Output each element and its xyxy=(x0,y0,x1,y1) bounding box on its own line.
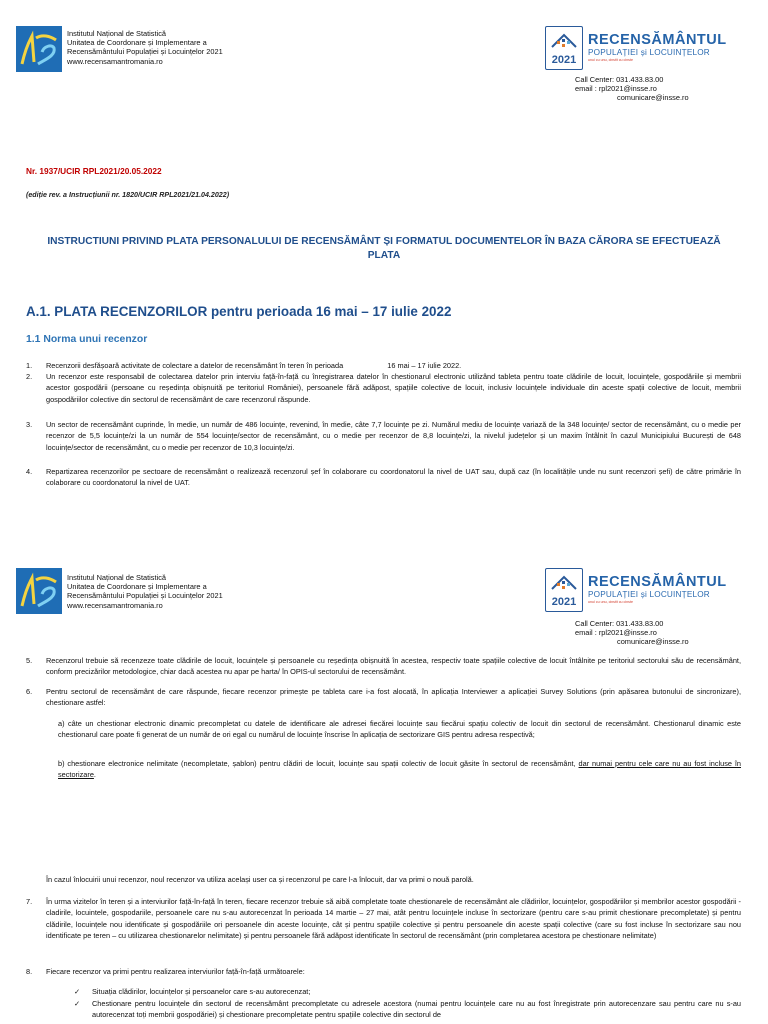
census-tagline: unul cu unu, cinstit cu cinste xyxy=(588,600,633,604)
item-1-period: 16 mai – 17 iulie 2022. xyxy=(387,361,462,370)
list-item-5 xyxy=(26,655,741,678)
ins-logo-icon xyxy=(16,568,62,614)
list-number: 3. xyxy=(26,420,33,429)
list-item-1 xyxy=(26,360,741,371)
contact-block-page2 xyxy=(575,619,689,646)
institute-unit-2: Recensământului Populației și Locuințelor 2021 xyxy=(67,47,223,57)
list-item-3 xyxy=(26,419,741,453)
institute-name: Institutul Național de Statistică xyxy=(67,573,167,582)
census-title: RECENSĂMÂNTUL xyxy=(588,32,727,48)
list-number: 7. xyxy=(26,897,33,906)
email-2: comunicare@insse.ro xyxy=(617,93,689,102)
document-title-line1: INSTRUCTIUNI PRIVIND PLATA PERSONALULUI DE RECENSĂMÂNT ȘI FORMATUL DOCUMENTELOR ÎN BAZA CĂRORA SE EFECTUEAZĂ xyxy=(47,236,721,247)
item-6-b-text: b) chestionare electronice nelimitate (necompletate, șablon) pentru clădiri de locuit, locuințe sau spații colectiv de locuit găsite în sectorul de recensământ, xyxy=(58,759,576,768)
census-logo-page2 xyxy=(545,568,727,612)
item-4-text: Repartizarea recenzorilor pe sectoare de recensământ o realizează recenzorul șef în colaborare cu coordonatorul la nivel de UAT sau, după caz (în localitățile unde nu sunt recenzori șefi) de către primărie în colaborare cu coordonatorul la nivel de UAT. xyxy=(46,467,741,488)
list-item-7 xyxy=(26,896,741,942)
list-number: 2. xyxy=(26,372,33,381)
institute-unit-2: Recensământului Populației și Locuințelor 2021 xyxy=(67,591,223,601)
document-title-line2: PLATA xyxy=(367,250,401,261)
bullet-item-2 xyxy=(74,998,741,1021)
email: email : rpl2021@insse.ro xyxy=(575,628,657,637)
list-number: 1. xyxy=(26,361,33,370)
contact-block xyxy=(575,75,689,102)
document-title xyxy=(30,235,738,263)
bullet-1-text: Situația clădirilor, locuințelor și persoanelor care s-au autorecenzat; xyxy=(92,987,311,996)
census-title: RECENSĂMÂNTUL xyxy=(588,574,727,590)
checkmark-icon: ✓ xyxy=(74,999,81,1008)
section-heading-a1: A.1. PLATA RECENZORILOR pentru perioada 16 mai – 17 iulie 2022 xyxy=(26,304,452,319)
email-2: comunicare@insse.ro xyxy=(617,637,689,646)
item-6-text: Pentru sectorul de recensământ de care răspunde, fiecare recenzor primește pe tableta care i-a fost alocată, în aplicația Interviewer a aplicației Survey Solutions (prin apăsarea butonului de sincronizare), chestionare astfel: xyxy=(46,687,741,708)
replacement-note: În cazul înlocuirii unui recenzor, noul recenzor va utiliza același user ca și recenzorul pe care l-a înlocuit, dar va primi o nouă parolă. xyxy=(46,875,474,884)
list-number: 6. xyxy=(26,687,33,696)
list-item-4 xyxy=(26,466,741,489)
section-heading-1-1: 1.1 Norma unui recenzor xyxy=(26,334,148,345)
census-year: 2021 xyxy=(551,54,577,66)
item-2-text: Un recenzor este responsabil de colectarea datelor prin interviu față-în-față cu înregistrarea datelor în chestionarul electronic utilizând tableta pentru toate clădirile de locuit, locuințele, gospodăriile și membrii acestor gospodării (persoane cu reședința obișnuită pe teritoriul României), persoanele fără adăpost, spațiile colective de locuit, inclusiv locuințele individuale din aceste spații colective de locuit, membrii gospodăriilor colective din sectorul de recensământ de care recenzorul răspunde. xyxy=(46,372,741,404)
list-item-6 xyxy=(26,686,741,709)
item-7-text: În urma vizitelor în teren și a interviurilor față-în-față în teren, fiecare recenzor trebuie să aibă completate toate chestionarele de recensământ ale clădirilor, locuințelor, gospodăriilor și membrilor acestor gospodării - cladirile, locuintele, gospodariile, persoanele care nu s-au autorecenzat în perioada 14 martie – 27 mai, atât pentru locuințele incluse în sectorizare (pentru care s-au primit chestionare precompletate) și pentru clădirile, locuințele nou identificate și gospodăriile ori persoanele din aceste locuințe, cât și pentru spațiile colective și pentru persoanele din aceste spații colective (care su fost incluse în sectorizare sau nou identificate pe teren – cu utilizarea chestionarelor nelimitate) și pentru persoanele fără adăpost identificate în sectorul de recensământ (prin completarea acestora pe chestionare nelimitate) xyxy=(46,897,741,941)
item-6-b: b) chestionare electronice nelimitate (necompletate, șablon) pentru clădiri de locuit, locuințe sau spații colectiv de locuit găsite în sectorul de recensământ, dar numai pentru cele care nu au fost incluse în sectorizare. xyxy=(58,759,741,780)
edition-note: (ediție rev. a Instrucțiunii nr. 1820/UCIR RPL2021/21.04.2022) xyxy=(26,191,230,199)
ins-logo-icon xyxy=(16,26,62,72)
institute-name: Institutul Național de Statistică xyxy=(67,29,167,38)
checkmark-icon: ✓ xyxy=(74,987,81,996)
item-6-a: a) câte un chestionar electronic dinamic precompletat cu datele de identificare ale adresei fiecărei locuințe sau fiecărui spațiu colectiv de locuit din sectorul de recensământ. Chestionarul dinamic este chestionarul care poate fi generat de un număr de ori egal cu numărul de locuințe înscrise în aplicația de sectorizare GIS pentru adresa respectivă; xyxy=(58,719,741,740)
institute-unit: Unitatea de Coordonare și Implementare a xyxy=(67,582,207,592)
institute-info-page2 xyxy=(67,573,223,610)
item-6-b-underlined: dar numai pentru cele care nu au fost incluse în sectorizare xyxy=(58,759,741,780)
bullet-item-1 xyxy=(74,986,741,997)
institute-website: www.recensamantromania.ro xyxy=(67,600,163,610)
list-item-2 xyxy=(26,371,741,405)
list-number: 5. xyxy=(26,656,33,665)
item-3-text: Un sector de recensământ cuprinde, în medie, un număr de 486 locuințe, revenind, în medie, câte 7,7 locuințe pe zi. Numărul mediu de locuințe variază de la 348 locuințe/ sector de recensământ, cu o medie per recenzor de 5,5 locuințe/zi la un număr de 554 locuințe/sector de recensământ, cu o medie per recenzor de 8,8 locuințe/zi, la nivelul județelor și un maxim întâlnit în cazul Municipiului București de 648 locuințe/sector de recensământ, cu o medie per recenzor de 10,3 locuințe/zi. xyxy=(46,420,741,452)
item-1-text: Recenzorii desfășoară activitate de colectare a datelor de recensământ în teren în perioada xyxy=(46,361,344,370)
census-house-icon xyxy=(545,26,583,70)
ins-logo-page2 xyxy=(16,568,62,614)
item-5-text: Recenzorul trebuie să recenzeze toate clădirile de locuit, locuințele și persoanele cu reședința obișnuită în acestea, respectiv toate spațiile colective de locuit întâlnite pe teritoriul sectorului său de recensământ, conform precizărilor metodologice, chiar dacă acestea nu apar pe harta/ în OPIS-ul sectorului de recensământ. xyxy=(46,656,741,677)
institute-unit: Unitatea de Coordonare și Implementare a xyxy=(67,38,207,48)
institute-info xyxy=(67,29,223,66)
call-center: Call Center: 031.433.83.00 xyxy=(575,619,664,628)
bullet-2-text: Chestionare pentru locuințele din sectorul de recensământ precompletate cu adresele acestora (numai pentru locuințele care nu au fost înregistrate prin autorecenzare sau pentru care nu s-au autorecenzat toți membrii gospodăriei) și chestionare precompletate pentru spațiile colective din sectorul de xyxy=(92,999,741,1020)
list-number: 4. xyxy=(26,467,33,476)
list-number: 8. xyxy=(26,967,33,976)
list-item-8 xyxy=(26,966,741,977)
document-number: Nr. 1937/UCIR RPL2021/20.05.2022 xyxy=(26,166,162,176)
institute-website: www.recensamantromania.ro xyxy=(67,56,163,66)
census-subtitle: POPULAȚIEI și LOCUINȚELOR xyxy=(588,590,710,599)
census-logo xyxy=(545,26,727,70)
call-center: Call Center: 031.433.83.00 xyxy=(575,75,664,84)
census-subtitle: POPULAȚIEI și LOCUINȚELOR xyxy=(588,48,710,57)
census-house-icon xyxy=(545,568,583,612)
ins-logo xyxy=(16,26,62,72)
census-year: 2021 xyxy=(551,596,577,608)
email: email : rpl2021@insse.ro xyxy=(575,84,657,93)
census-tagline: unul cu unu, cinstit cu cinste xyxy=(588,58,633,62)
item-8-text: Fiecare recenzor va primi pentru realizarea interviurilor față-în-față următoarele: xyxy=(46,967,305,976)
